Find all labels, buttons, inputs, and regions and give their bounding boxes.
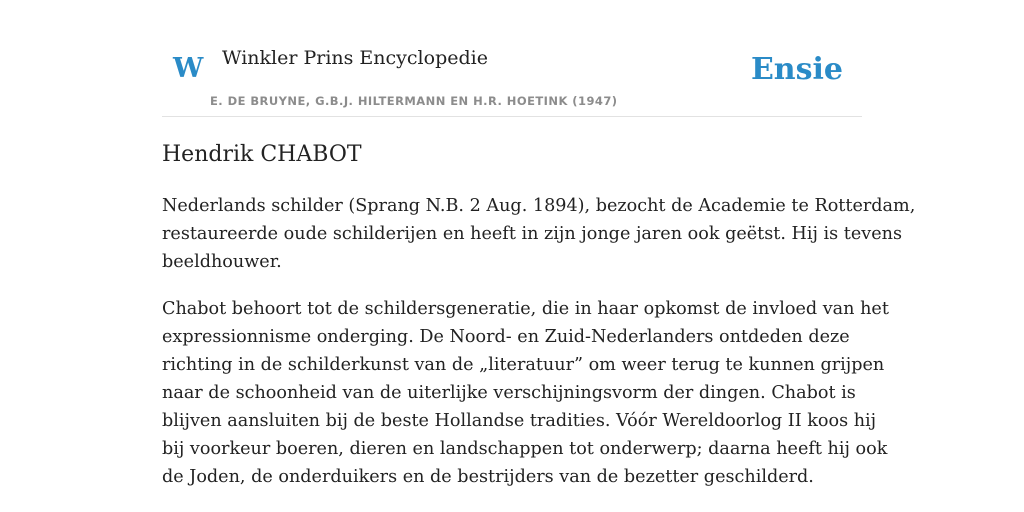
paragraph-line: Nederlands schilder (Sprang N.B. 2 Aug. 1894), bezocht de Academie te Rotterdam,: [162, 196, 916, 216]
paragraph-line: de Joden, de onderduikers en de bestrijders van de bezetter geschilderd.: [162, 467, 814, 487]
paragraph-line: blijven aansluiten bij de beste Hollandse tradities. Vóór Wereldoorlog II koos hij: [162, 411, 877, 431]
paragraph-line: naar de schoonheid van de uiterlijke verschijningsvorm der dingen. Chabot is: [162, 383, 856, 403]
paragraph-line: beeldhouwer.: [162, 252, 282, 272]
paragraph-line: Chabot behoort tot de schildersgeneratie, die in haar opkomst de invloed van het: [162, 299, 889, 319]
site-header: [162, 0, 862, 117]
site-title-link[interactable]: Winkler Prins Encyclopedie: [222, 47, 488, 69]
article-paragraph-2: [162, 295, 889, 491]
logo-w-icon[interactable]: W: [173, 53, 204, 84]
paragraph-line: restaureerde oude schilderijen en heeft in zijn jonge jaren ook geëtst. Hij is tevens: [162, 224, 902, 244]
ensie-brand-logo[interactable]: Ensie: [750, 52, 843, 87]
paragraph-line: richting in de schilderkunst van de „literatuur” om weer terug te kunnen grijpen: [162, 355, 885, 375]
paragraph-line: expressionnisme onderging. De Noord- en Zuid-Nederlanders ontdeden deze: [162, 327, 850, 347]
authors-byline: E. DE BRUYNE, G.B.J. HILTERMANN EN H.R. HOETINK (1947): [210, 94, 618, 108]
paragraph-line: bij voorkeur boeren, dieren en landschappen tot onderwerp; daarna heeft hij ook: [162, 439, 888, 459]
article-title: Hendrik CHABOT: [162, 142, 362, 167]
article-paragraph-1: [162, 192, 916, 276]
